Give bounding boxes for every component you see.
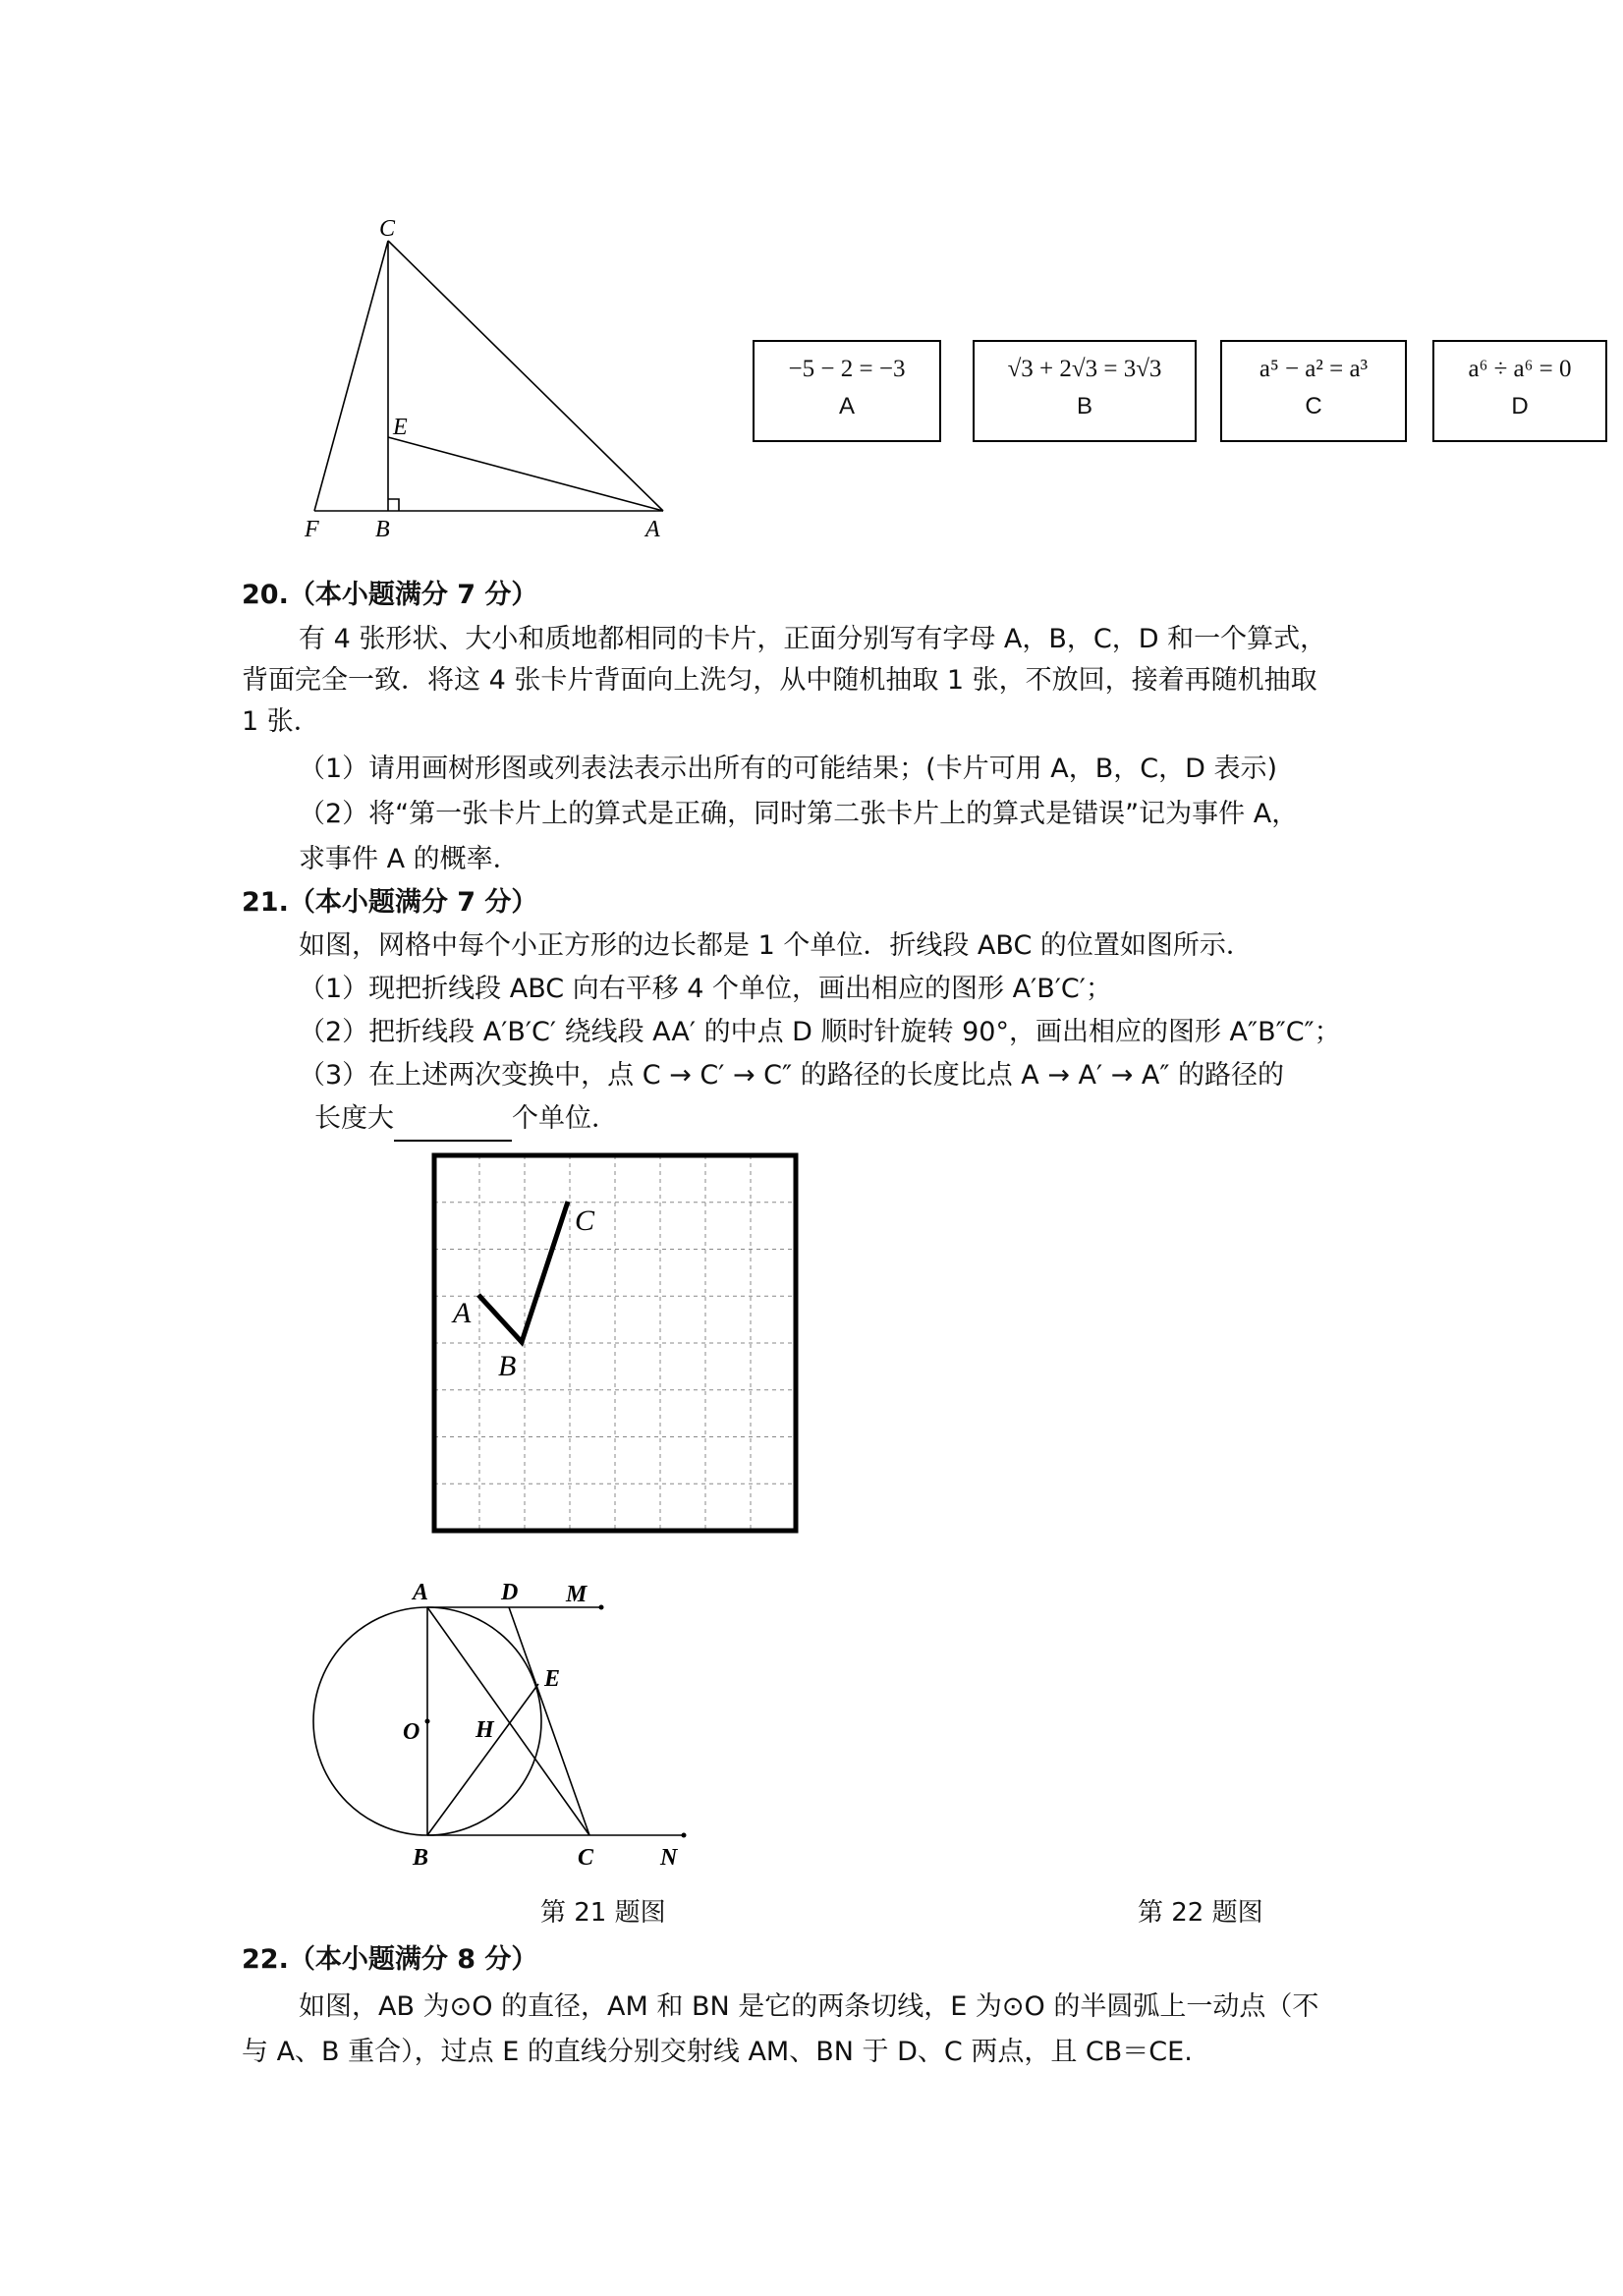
circle-label-B: B bbox=[413, 1845, 429, 1871]
label-E: E bbox=[393, 415, 408, 440]
q20-para-line-2: 背面完全一致．将这 4 张卡片背面向上洗匀，从中随机抽取 1 张，不放回，接着再随机抽取 bbox=[242, 665, 1317, 696]
grid-figure bbox=[422, 1148, 802, 1540]
circle-figure bbox=[295, 1567, 707, 1881]
circle-label-N: N bbox=[660, 1845, 678, 1871]
line-DC bbox=[509, 1607, 589, 1835]
label-B: B bbox=[375, 517, 390, 542]
label-C: C bbox=[379, 216, 396, 242]
circle-label-C: C bbox=[578, 1845, 594, 1871]
q20-part-2-line-2: 求事件 A 的概率． bbox=[299, 844, 520, 874]
right-angle-mark bbox=[388, 499, 399, 511]
circle-label-O: O bbox=[403, 1719, 420, 1745]
q21-heading: 21.（本小题满分 7 分） bbox=[242, 887, 538, 918]
circle-label-D: D bbox=[501, 1580, 519, 1605]
caption-fig21: 第 21 题图 bbox=[540, 1898, 666, 1928]
q21-part-1: （1）现把折线段 ABC 向右平移 4 个单位，画出相应的图形 A′B′C′； bbox=[299, 974, 1112, 1004]
grid-label-C: C bbox=[575, 1204, 595, 1237]
circle-label-M: M bbox=[566, 1582, 588, 1607]
card-a bbox=[753, 340, 941, 442]
caption-fig22: 第 22 题图 bbox=[1138, 1898, 1263, 1928]
polyline-ABC bbox=[478, 1202, 568, 1342]
q20-heading: 20.（本小题满分 7 分） bbox=[242, 580, 538, 610]
line-BE bbox=[427, 1684, 538, 1835]
q20-para-line-3: 1 张． bbox=[242, 706, 320, 737]
q22-line-2: 与 A、B 重合），过点 E 的直线分别交射线 AM、BN 于 D、C 两点，且 CB＝CE. bbox=[242, 2037, 1193, 2067]
card-c-label: C bbox=[1305, 393, 1322, 420]
card-c-expr: a⁵ − a² = a³ bbox=[1259, 356, 1369, 382]
grid-label-A: A bbox=[453, 1297, 472, 1329]
point-M-dot bbox=[599, 1605, 604, 1610]
circle-label-E: E bbox=[544, 1666, 561, 1692]
grid-label-B: B bbox=[498, 1350, 517, 1382]
q22-heading: 22.（本小题满分 8 分） bbox=[242, 1944, 538, 1975]
q21-part-2: （2）把折线段 A′B′C′ 绕线段 AA′ 的中点 D 顺时针旋转 90°，画出相应的图形 A″B″C″； bbox=[299, 1017, 1341, 1047]
segment-CA bbox=[388, 241, 663, 511]
label-A: A bbox=[645, 517, 660, 542]
point-N-dot bbox=[682, 1833, 687, 1838]
q21-part-3-line-1: （3）在上述两次变换中，点 C → C′ → C″ 的路径的长度比点 A → A′ → A″ 的路径的 bbox=[299, 1060, 1285, 1091]
q21-part-3-after-blank: 个单位． bbox=[512, 1103, 618, 1134]
card-a-expr: −5 − 2 = −3 bbox=[788, 356, 906, 382]
card-b-expr: √3 + 2√3 = 3√3 bbox=[1007, 356, 1162, 382]
card-a-label: A bbox=[838, 393, 855, 420]
segment-CF bbox=[314, 241, 388, 511]
q21-part-3-line-2 bbox=[314, 1096, 618, 1142]
center-dot bbox=[425, 1719, 430, 1724]
circle-label-H: H bbox=[476, 1717, 494, 1743]
card-b-label: B bbox=[1076, 393, 1092, 420]
segment-EA bbox=[388, 437, 663, 511]
card-d-label: D bbox=[1511, 393, 1529, 420]
q21-intro: 如图，网格中每个小正方形的边长都是 1 个单位．折线段 ABC 的位置如图所示． bbox=[299, 930, 1253, 961]
card-d bbox=[1432, 340, 1607, 442]
q21-part-3-before-blank: 长度大 bbox=[314, 1103, 394, 1134]
label-F: F bbox=[305, 517, 319, 542]
card-d-expr: a⁶ ÷ a⁶ = 0 bbox=[1468, 356, 1572, 382]
q20-part-2-line-1: （2）将“第一张卡片上的算式是正确，同时第二张卡片上的算式是错误”记为事件 A， bbox=[299, 799, 1299, 829]
triangle-figure bbox=[295, 206, 688, 550]
q22-line-1: 如图，AB 为⊙O 的直径，AM 和 BN 是它的两条切线，E 为⊙O 的半圆弧上一动点（不 bbox=[299, 1991, 1319, 2022]
card-b bbox=[973, 340, 1197, 442]
circle-label-A: A bbox=[413, 1580, 429, 1605]
answer-blank bbox=[394, 1110, 512, 1142]
card-c bbox=[1220, 340, 1407, 442]
q20-para-line-1: 有 4 张形状、大小和质地都相同的卡片，正面分别写有字母 A，B，C，D 和一个算式， bbox=[299, 624, 1327, 654]
grid-lines bbox=[434, 1155, 796, 1531]
q20-part-1: （1）请用画树形图或列表法表示出所有的可能结果；(卡片可用 A，B，C，D 表示) bbox=[299, 754, 1278, 784]
